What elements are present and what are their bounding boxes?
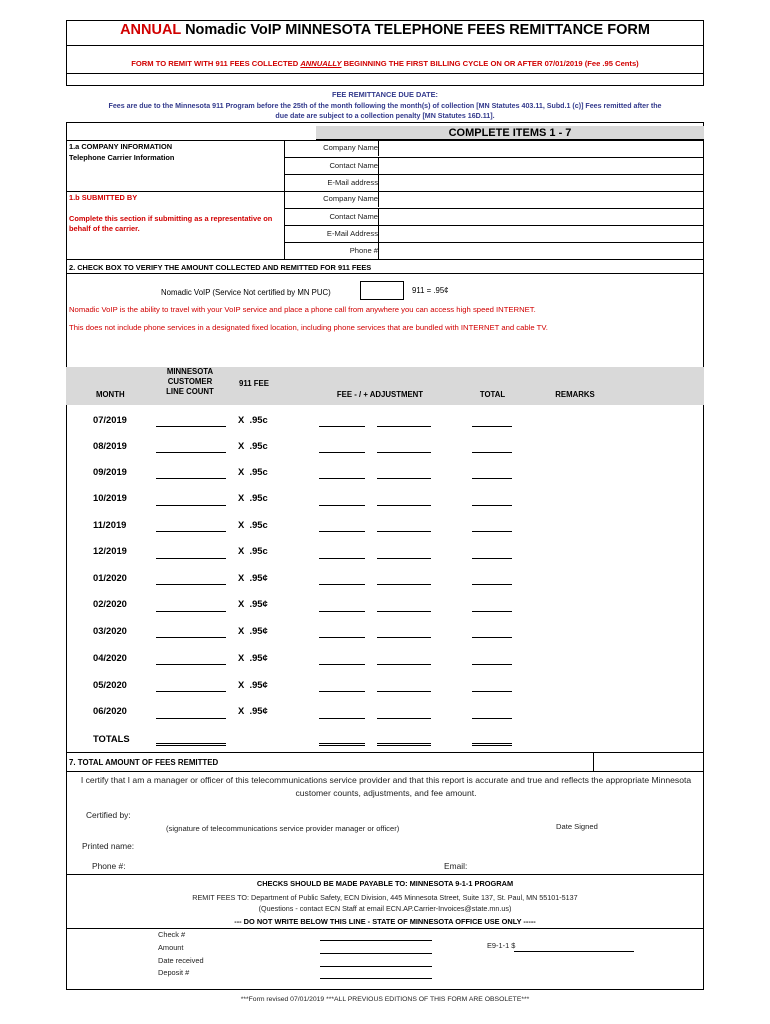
- section7-bottom-divider: [66, 771, 704, 772]
- submitter-email-field[interactable]: [378, 226, 704, 242]
- row-fee: .95¢: [249, 652, 268, 663]
- line-count-field[interactable]: [156, 718, 226, 719]
- times-sign: X: [238, 679, 245, 690]
- email-label: Email:: [444, 861, 468, 871]
- times-sign: X: [238, 466, 245, 477]
- section2-title-divider: [66, 273, 704, 274]
- office-check-number-label: Check #: [158, 930, 186, 939]
- adjustment-minus-field[interactable]: [319, 664, 365, 665]
- line-count-field[interactable]: [156, 664, 226, 665]
- adjustment-minus-field[interactable]: [319, 718, 365, 719]
- contact-name-row: [284, 157, 704, 174]
- line-count-field[interactable]: [156, 478, 226, 479]
- office-deposit-number-field[interactable]: [320, 978, 432, 979]
- email-address-label: E-Mail address: [327, 178, 378, 187]
- e911-amount-label: E9-1-1 $: [487, 941, 516, 950]
- adjustment-minus-field[interactable]: [319, 584, 365, 585]
- phone-label: Phone #:: [92, 861, 126, 871]
- total-field[interactable]: [472, 531, 512, 532]
- questions-contact-text: (Questions - contact ECN Staff at email ECN.AP.Carrier-Invoices@state.mn.us): [258, 904, 512, 913]
- total-field[interactable]: [472, 691, 512, 692]
- line-count-field[interactable]: [156, 452, 226, 453]
- office-amount-label: Amount: [158, 943, 184, 952]
- total-adjustment-minus-field[interactable]: [319, 743, 365, 746]
- col-header-total: TOTAL: [479, 390, 506, 399]
- line-count-field[interactable]: [156, 691, 226, 692]
- totals-label: TOTALS: [93, 733, 130, 744]
- due-date-title: FEE REMITTANCE DUE DATE:: [331, 90, 439, 99]
- line-count-field[interactable]: [156, 584, 226, 585]
- row-month: 07/2019: [93, 414, 127, 425]
- section2-divider: [66, 259, 704, 260]
- form-subtitle: [66, 59, 704, 68]
- times-sign: X: [238, 414, 245, 425]
- office-date-received-label: Date received: [158, 956, 204, 965]
- date-signed-label: Date Signed: [556, 822, 598, 831]
- company-name-row: [284, 140, 704, 157]
- line-count-field[interactable]: [156, 637, 226, 638]
- grand-total-field[interactable]: [472, 743, 512, 746]
- adjustment-plus-field[interactable]: [377, 584, 431, 585]
- total-field[interactable]: [472, 664, 512, 665]
- due-date-line1: Fees are due to the Minnesota 911 Program before the 25th of the month following the month(s) of collection [MN Statutes 403.11, Subd.1 (c)] Fees remitted after the: [108, 102, 662, 110]
- submitter-phone-label: Phone #: [349, 246, 378, 255]
- adjustment-minus-field[interactable]: [319, 531, 365, 532]
- total-field[interactable]: [472, 478, 512, 479]
- office-amount-field[interactable]: [320, 953, 432, 954]
- row-month: 12/2019: [93, 545, 127, 556]
- row-fee: .95¢: [249, 572, 268, 583]
- section-2-title: 2. CHECK BOX TO VERIFY THE AMOUNT COLLECTED AND REMITTED FOR 911 FEES: [69, 263, 372, 272]
- certified-by-label: Certified by:: [86, 810, 131, 820]
- row-month: 06/2020: [93, 705, 127, 716]
- office-use-only-banner: --- DO NOT WRITE BELOW THIS LINE - STATE OF MINNESOTA OFFICE USE ONLY -----: [234, 917, 536, 926]
- due-date-text: [70, 101, 700, 121]
- form-title: [66, 22, 704, 38]
- due-date-line2: due date are subject to a collection penalty [MN Statutes 16D.11].: [275, 112, 495, 120]
- adjustment-minus-field[interactable]: [319, 505, 365, 506]
- line-count-field[interactable]: [156, 426, 226, 427]
- section-1b-title: 1.b SUBMITTED BY: [69, 193, 138, 202]
- payment-top-divider: [66, 874, 704, 875]
- row-month: 02/2020: [93, 598, 127, 609]
- submitter-contact-row: [284, 208, 704, 225]
- col-header-adjustment: FEE - / + ADJUSTMENT: [336, 390, 424, 399]
- subtitle-emphasis: ANNUALLY: [300, 59, 342, 68]
- row-month: 10/2019: [93, 492, 127, 503]
- adjustment-plus-field[interactable]: [377, 531, 431, 532]
- times-sign: X: [238, 598, 245, 609]
- rate-label: 911 = .95¢: [412, 286, 449, 295]
- office-check-number-field[interactable]: [320, 940, 432, 941]
- company-name-label: Company Name: [323, 143, 378, 152]
- section-7-title: 7. TOTAL AMOUNT OF FEES REMITTED: [69, 758, 219, 767]
- total-field[interactable]: [472, 558, 512, 559]
- times-sign: X: [238, 572, 245, 583]
- submitter-company-row: [284, 191, 704, 208]
- times-sign: X: [238, 705, 245, 716]
- total-field[interactable]: [472, 718, 512, 719]
- section-1b-note: Complete this section if submitting as a representative on behalf of the carrier.: [69, 214, 273, 233]
- company-name-field[interactable]: [378, 140, 704, 156]
- line-count-field[interactable]: [156, 505, 226, 506]
- nomadic-voip-note-2: This does not include phone services in a designated fixed location, including phone services that are bundled with INTERNET and cable TV.: [69, 323, 548, 332]
- signature-note: (signature of telecommunications service provider manager or officer): [166, 824, 400, 833]
- total-fees-remitted-field[interactable]: [593, 752, 704, 771]
- total-field[interactable]: [472, 452, 512, 453]
- row-month: 03/2020: [93, 625, 127, 636]
- total-field[interactable]: [472, 637, 512, 638]
- subtitle-before: FORM TO REMIT WITH 911 FEES COLLECTED: [131, 59, 301, 68]
- due-date-box: [66, 85, 704, 123]
- line-count-field[interactable]: [156, 531, 226, 532]
- adjustment-minus-field[interactable]: [319, 611, 365, 612]
- e911-amount-field[interactable]: [514, 951, 634, 952]
- adjustment-minus-field[interactable]: [319, 452, 365, 453]
- row-fee: .95¢: [249, 679, 268, 690]
- remit-to-text: REMIT FEES TO: Department of Public Safety, ECN Division, 445 Minnesota Street, Suite 137, St. Paul, MN 55101-5137: [192, 893, 578, 902]
- col-header-remarks: REMARKS: [555, 390, 595, 399]
- adjustment-plus-field[interactable]: [377, 426, 431, 427]
- row-fee: .95¢: [249, 705, 268, 716]
- subtitle-after: BEGINNING THE FIRST BILLING CYCLE ON OR AFTER 07/01/2019 (Fee .95 Cents): [341, 59, 639, 68]
- row-month: 08/2019: [93, 440, 127, 451]
- col-header-month: MONTH: [96, 390, 125, 399]
- complete-items-header: COMPLETE ITEMS 1 - 7: [316, 126, 704, 140]
- total-field[interactable]: [472, 505, 512, 506]
- total-field[interactable]: [472, 584, 512, 585]
- col-header-line-count: MINNESOTA CUSTOMER LINE COUNT: [166, 367, 214, 396]
- adjustment-minus-field[interactable]: [319, 426, 365, 427]
- title-annual: ANNUAL: [120, 22, 182, 38]
- checks-payable-text: CHECKS SHOULD BE MADE PAYABLE TO: MINNESOTA 9-1-1 PROGRAM: [256, 879, 514, 888]
- contact-name-label: Contact Name: [329, 161, 378, 170]
- adjustment-plus-field[interactable]: [377, 505, 431, 506]
- submitter-company-field[interactable]: [378, 191, 704, 207]
- row-fee: .95c: [249, 440, 268, 451]
- email-address-row: [284, 174, 704, 191]
- row-month: 04/2020: [93, 652, 127, 663]
- submitter-phone-row: [284, 242, 704, 259]
- times-sign: X: [238, 440, 245, 451]
- printed-name-label: Printed name:: [82, 841, 135, 851]
- email-address-field[interactable]: [378, 175, 704, 191]
- subtitle-divider: [66, 73, 704, 74]
- total-field[interactable]: [472, 611, 512, 612]
- adjustment-minus-field[interactable]: [319, 691, 365, 692]
- office-use-divider: [66, 928, 704, 929]
- row-month: 01/2020: [93, 572, 127, 583]
- total-field[interactable]: [472, 426, 512, 427]
- submitter-email-row: [284, 225, 704, 242]
- row-month: 11/2019: [93, 519, 127, 530]
- adjustment-plus-field[interactable]: [377, 664, 431, 665]
- row-fee: .95c: [249, 414, 268, 425]
- times-sign: X: [238, 545, 245, 556]
- submitter-contact-label: Contact Name: [329, 212, 378, 221]
- contact-name-field[interactable]: [378, 158, 704, 174]
- form-revision-footer: ***Form revised 07/01/2019 ***ALL PREVIOUS EDITIONS OF THIS FORM ARE OBSOLETE***: [240, 996, 530, 1003]
- submitter-contact-field[interactable]: [378, 209, 704, 225]
- row-month: 05/2020: [93, 679, 127, 690]
- adjustment-plus-field[interactable]: [377, 558, 431, 559]
- office-deposit-number-label: Deposit #: [158, 968, 190, 977]
- col-header-911-fee: 911 FEE: [239, 379, 269, 388]
- section-1a-subtitle: Telephone Carrier Information: [69, 153, 175, 162]
- adjustment-plus-field[interactable]: [377, 637, 431, 638]
- adjustment-plus-field[interactable]: [377, 718, 431, 719]
- row-fee: .95c: [249, 545, 268, 556]
- times-sign: X: [238, 652, 245, 663]
- office-date-received-field[interactable]: [320, 966, 432, 967]
- adjustment-plus-field[interactable]: [377, 452, 431, 453]
- title-divider: [66, 45, 704, 46]
- adjustment-minus-field[interactable]: [319, 558, 365, 559]
- submitter-company-label: Company Name: [323, 194, 378, 203]
- times-sign: X: [238, 625, 245, 636]
- adjustment-minus-field[interactable]: [319, 637, 365, 638]
- row-fee: .95¢: [249, 625, 268, 636]
- section-1a-title: 1.a COMPANY INFORMATION: [69, 142, 173, 151]
- certification-statement: I certify that I am a manager or officer of this telecommunications service provider and that this report is accurate and true and reflects the appropriate Minnesota customer counts, adjustments, and fee amount.: [80, 775, 692, 798]
- nomadic-voip-checkbox[interactable]: [360, 281, 404, 300]
- nomadic-voip-note-1: Nomadic VoIP is the ability to travel with your VoIP service and place a phone call from anywhere you can access high speed INTERNET.: [69, 305, 536, 314]
- times-sign: X: [238, 492, 245, 503]
- total-line-count-field[interactable]: [156, 743, 226, 746]
- submitter-phone-field[interactable]: [378, 243, 704, 259]
- title-rest: Nomadic VoIP MINNESOTA TELEPHONE FEES REMITTANCE FORM: [185, 22, 650, 38]
- adjustment-plus-field[interactable]: [377, 691, 431, 692]
- row-fee: .95c: [249, 466, 268, 477]
- row-month: 09/2019: [93, 466, 127, 477]
- row-fee: .95¢: [249, 598, 268, 609]
- adjustment-plus-field[interactable]: [377, 478, 431, 479]
- times-sign: X: [238, 519, 245, 530]
- total-adjustment-plus-field[interactable]: [377, 743, 431, 746]
- nomadic-voip-label: Nomadic VoIP (Service Not certified by MN PUC): [161, 288, 331, 297]
- line-count-field[interactable]: [156, 558, 226, 559]
- adjustment-plus-field[interactable]: [377, 611, 431, 612]
- row-fee: .95c: [249, 519, 268, 530]
- line-count-field[interactable]: [156, 611, 226, 612]
- row-fee: .95c: [249, 492, 268, 503]
- adjustment-minus-field[interactable]: [319, 478, 365, 479]
- submitter-email-label: E-Mail Address: [326, 229, 378, 238]
